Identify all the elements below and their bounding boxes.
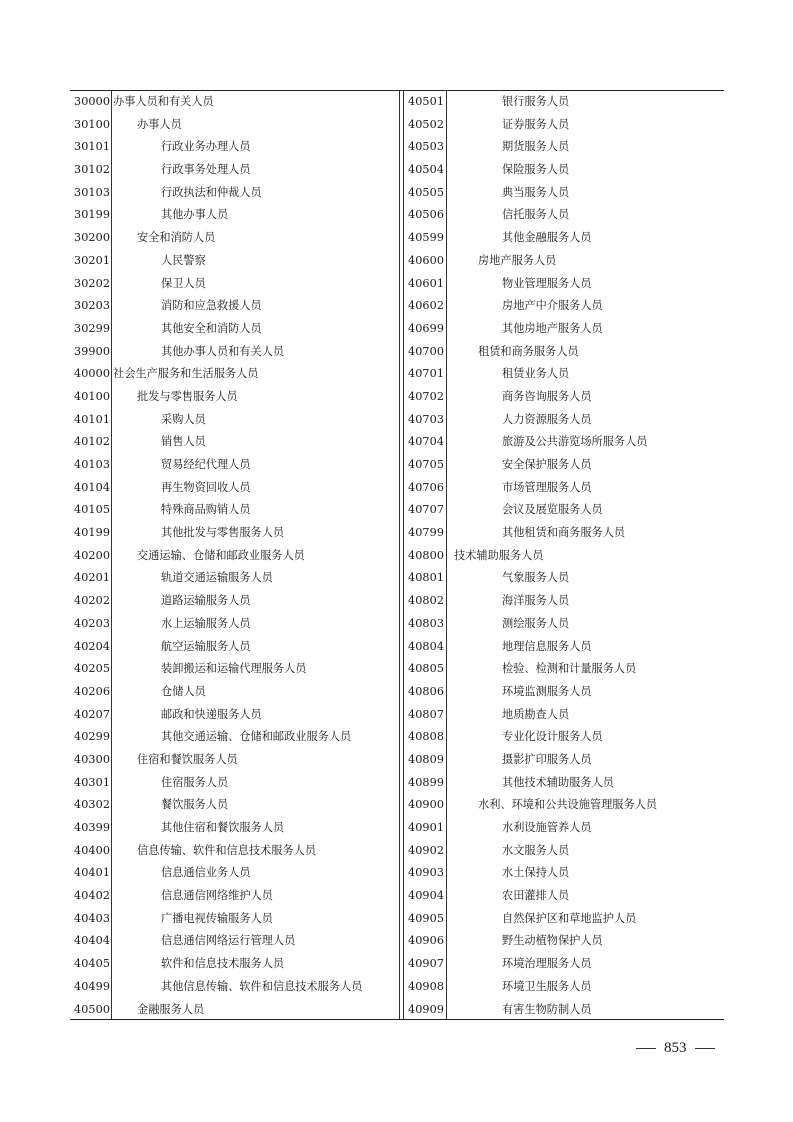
occupation-name: 其他金融服务人员	[502, 231, 592, 245]
table-row	[70, 182, 400, 205]
table-row	[404, 772, 724, 795]
occupation-name: 其他技术辅助服务人员	[502, 775, 614, 789]
occupation-name: 行政业务办理人员	[161, 140, 251, 154]
occupation-name: 其他信息传输、软件和信息技术服务人员	[161, 979, 363, 993]
occupation-code: 40103	[74, 458, 111, 471]
table-row	[404, 227, 724, 250]
occupation-name: 安全保护服务人员	[502, 458, 592, 471]
table-row	[70, 204, 400, 227]
occupation-code: 40299	[74, 730, 111, 744]
occupation-code: 40909	[408, 1002, 445, 1016]
table-row	[404, 681, 724, 704]
occupation-code: 40506	[408, 208, 445, 222]
table-row	[404, 658, 724, 681]
occupation-code: 40202	[74, 594, 111, 608]
occupation-name: 航空运输服务人员	[161, 639, 251, 653]
occupation-name: 银行服务人员	[502, 95, 570, 108]
occupation-code: 40404	[74, 934, 111, 948]
table-row	[70, 567, 400, 590]
occupation-code: 40705	[408, 458, 445, 471]
occupation-name: 有害生物防制人员	[502, 1002, 592, 1016]
occupation-name: 其他租赁和商务服务人员	[502, 526, 626, 540]
occupation-code: 40300	[74, 752, 111, 766]
table-row	[70, 363, 400, 386]
occupation-code: 40600	[408, 253, 445, 267]
occupation-name: 物业管理服务人员	[502, 276, 592, 290]
page-folio	[628, 1040, 723, 1057]
occupation-code: 40401	[74, 866, 111, 880]
occupation-code: 40902	[408, 843, 445, 857]
occupation-code: 40900	[408, 798, 445, 812]
table-row	[70, 159, 400, 182]
occupation-name: 住宿和餐饮服务人员	[137, 752, 238, 766]
right-column	[404, 91, 724, 1019]
occupation-code: 40104	[74, 480, 111, 494]
occupation-name: 气象服务人员	[502, 571, 570, 585]
table-row	[404, 204, 724, 227]
table-row	[404, 704, 724, 727]
table-row	[404, 341, 724, 364]
occupation-name: 轨道交通运输服务人员	[161, 571, 273, 585]
table-row	[70, 341, 400, 364]
occupation-code: 40901	[408, 821, 445, 834]
occupation-name: 保险服务人员	[502, 163, 570, 177]
occupation-name: 信托服务人员	[502, 208, 570, 222]
occupation-code: 40503	[408, 140, 445, 154]
table-row	[404, 976, 724, 999]
table-row	[404, 182, 724, 205]
occupation-code: 30200	[74, 231, 111, 245]
occupation-code: 40101	[74, 412, 111, 426]
occupation-name: 检验、检测和计量服务人员	[502, 662, 637, 676]
occupation-code: 30103	[74, 185, 111, 199]
table-row	[404, 749, 724, 772]
table-row	[404, 567, 724, 590]
occupation-name: 其他办事人员和有关人员	[161, 344, 285, 358]
occupation-name: 再生物资回收人员	[161, 480, 251, 494]
table-row	[70, 681, 400, 704]
table-row	[404, 908, 724, 931]
occupation-name: 典当服务人员	[502, 185, 570, 199]
table-row	[404, 454, 724, 477]
occupation-code: 40809	[408, 752, 445, 766]
occupation-name: 环境卫生服务人员	[502, 979, 592, 993]
occupation-code: 40102	[74, 435, 111, 449]
table-row	[70, 999, 400, 1022]
table-row	[70, 658, 400, 681]
table-row	[404, 431, 724, 454]
occupation-code: 40206	[74, 684, 111, 698]
occupation-code: 40904	[408, 889, 445, 903]
occupation-code: 40704	[408, 435, 445, 449]
table-row	[404, 522, 724, 545]
occupation-name: 销售人员	[161, 435, 206, 449]
occupation-code: 39900	[74, 344, 111, 358]
occupation-code: 40402	[74, 889, 111, 903]
occupation-name: 广播电视传输服务人员	[161, 911, 273, 925]
occupation-name: 办事人员和有关人员	[113, 95, 214, 108]
page-number: 853	[664, 1040, 687, 1056]
occupation-name: 房地产服务人员	[478, 253, 557, 267]
occupation-code: 40906	[408, 934, 445, 948]
folio-dash-left	[636, 1048, 656, 1049]
table-row	[404, 862, 724, 885]
occupation-code: 40807	[408, 707, 445, 721]
occupation-name: 行政执法和仲裁人员	[161, 185, 262, 199]
occupation-name: 其他住宿和餐饮服务人员	[161, 821, 285, 834]
table-row	[70, 590, 400, 613]
occupation-name: 信息通信业务人员	[161, 866, 251, 880]
occupation-code: 40907	[408, 957, 445, 971]
occupation-code: 40703	[408, 412, 445, 426]
occupation-code-table	[70, 90, 724, 1020]
occupation-name: 旅游及公共游览场所服务人员	[502, 435, 648, 449]
occupation-code: 40803	[408, 616, 445, 630]
table-row	[70, 454, 400, 477]
table-row	[70, 114, 400, 137]
occupation-name: 测绘服务人员	[502, 616, 570, 630]
occupation-name: 环境监测服务人员	[502, 684, 592, 698]
occupation-code: 30201	[74, 253, 111, 267]
occupation-name: 采购人员	[161, 412, 206, 426]
occupation-code: 40203	[74, 616, 111, 630]
occupation-code: 40700	[408, 344, 445, 358]
occupation-name: 水土保持人员	[502, 866, 570, 880]
occupation-code: 30202	[74, 276, 111, 290]
table-row	[70, 772, 400, 795]
occupation-code: 40707	[408, 503, 445, 517]
occupation-name: 住宿服务人员	[161, 775, 229, 789]
occupation-code: 30101	[74, 140, 111, 154]
occupation-name: 水利设施管养人员	[502, 821, 592, 834]
table-row	[70, 817, 400, 840]
occupation-name: 租赁和商务服务人员	[478, 344, 579, 358]
occupation-name: 人民警察	[161, 253, 206, 267]
occupation-name: 仓储人员	[161, 684, 206, 698]
table-row	[70, 953, 400, 976]
table-row	[404, 273, 724, 296]
occupation-code: 40105	[74, 503, 111, 517]
occupation-name: 水上运输服务人员	[161, 616, 251, 630]
occupation-name: 技术辅助服务人员	[454, 548, 544, 562]
occupation-name: 租赁业务人员	[502, 367, 570, 381]
table-row	[70, 409, 400, 432]
occupation-name: 水文服务人员	[502, 843, 570, 857]
occupation-code: 40599	[408, 231, 445, 245]
occupation-name: 其他安全和消防人员	[161, 321, 262, 335]
occupation-code: 40899	[408, 775, 445, 789]
table-row	[70, 840, 400, 863]
occupation-code: 40699	[408, 321, 445, 335]
table-row	[70, 227, 400, 250]
occupation-code: 40903	[408, 866, 445, 880]
table-row	[404, 386, 724, 409]
table-row	[404, 726, 724, 749]
occupation-code: 40302	[74, 798, 111, 812]
occupation-name: 邮政和快递服务人员	[161, 707, 262, 721]
occupation-code: 40808	[408, 730, 445, 744]
table-row	[70, 499, 400, 522]
right-code-divider	[446, 91, 447, 1019]
occupation-code: 40801	[408, 571, 445, 585]
table-row	[70, 862, 400, 885]
left-column	[70, 91, 400, 1019]
occupation-name: 信息通信网络维护人员	[161, 889, 273, 903]
occupation-name: 农田灌排人员	[502, 889, 570, 903]
table-row	[404, 840, 724, 863]
occupation-code: 40505	[408, 185, 445, 199]
table-row	[404, 885, 724, 908]
table-row	[404, 499, 724, 522]
occupation-code: 40200	[74, 548, 111, 562]
occupation-code: 40908	[408, 979, 445, 993]
occupation-code: 40802	[408, 594, 445, 608]
occupation-code: 40199	[74, 526, 111, 540]
occupation-name: 行政事务处理人员	[161, 163, 251, 177]
occupation-code: 30199	[74, 208, 111, 222]
occupation-code: 40399	[74, 821, 111, 834]
table-row	[404, 930, 724, 953]
occupation-code: 30102	[74, 163, 111, 177]
table-row	[70, 976, 400, 999]
occupation-code: 40207	[74, 707, 111, 721]
table-row	[404, 318, 724, 341]
occupation-code: 30000	[74, 95, 111, 108]
occupation-code: 40702	[408, 389, 445, 403]
occupation-name: 社会生产服务和生活服务人员	[113, 367, 259, 381]
occupation-code: 40502	[408, 117, 445, 131]
table-row	[70, 749, 400, 772]
table-row	[404, 91, 724, 114]
table-row	[404, 817, 724, 840]
occupation-name: 软件和信息技术服务人员	[161, 957, 285, 971]
table-row	[404, 250, 724, 273]
table-row	[70, 431, 400, 454]
occupation-code: 40201	[74, 571, 111, 585]
occupation-code: 30299	[74, 321, 111, 335]
occupation-code: 40403	[74, 911, 111, 925]
occupation-name: 其他批发与零售服务人员	[161, 526, 285, 540]
table-row	[404, 545, 724, 568]
occupation-name: 地质勘查人员	[502, 707, 570, 721]
table-row	[70, 726, 400, 749]
table-row	[404, 159, 724, 182]
occupation-code: 40804	[408, 639, 445, 653]
occupation-code: 40405	[74, 957, 111, 971]
occupation-name: 商务咨询服务人员	[502, 389, 592, 403]
occupation-name: 餐饮服务人员	[161, 798, 229, 812]
table-row	[70, 636, 400, 659]
occupation-name: 金融服务人员	[137, 1002, 205, 1016]
occupation-name: 信息传输、软件和信息技术服务人员	[137, 843, 317, 857]
table-row	[70, 477, 400, 500]
occupation-name: 水利、环境和公共设施管理服务人员	[478, 798, 658, 812]
occupation-name: 人力资源服务人员	[502, 412, 592, 426]
occupation-code: 40805	[408, 662, 445, 676]
table-row	[404, 114, 724, 137]
occupation-code: 40100	[74, 389, 111, 403]
occupation-name: 贸易经纪代理人员	[161, 458, 251, 471]
table-row	[404, 636, 724, 659]
occupation-name: 海洋服务人员	[502, 594, 570, 608]
occupation-name: 会议及展览服务人员	[502, 503, 603, 517]
occupation-code: 40905	[408, 911, 445, 925]
occupation-name: 其他交通运输、仓储和邮政业服务人员	[161, 730, 352, 744]
occupation-code: 40205	[74, 662, 111, 676]
occupation-code: 40602	[408, 299, 445, 313]
table-row	[70, 386, 400, 409]
occupation-name: 市场管理服务人员	[502, 480, 592, 494]
occupation-code: 40806	[408, 684, 445, 698]
occupation-code: 40500	[74, 1002, 111, 1016]
occupation-code: 40701	[408, 367, 445, 381]
table-row	[70, 908, 400, 931]
occupation-name: 批发与零售服务人员	[137, 389, 238, 403]
occupation-name: 保卫人员	[161, 276, 206, 290]
occupation-code: 40504	[408, 163, 445, 177]
folio-dash-right	[695, 1048, 715, 1049]
occupation-name: 摄影扩印服务人员	[502, 752, 592, 766]
table-row	[70, 794, 400, 817]
occupation-name: 办事人员	[137, 117, 182, 131]
left-code-divider	[111, 91, 112, 1019]
occupation-code: 30100	[74, 117, 111, 131]
occupation-code: 40800	[408, 548, 445, 562]
occupation-name: 野生动植物保护人员	[502, 934, 603, 948]
occupation-name: 装卸搬运和运输代理服务人员	[161, 662, 307, 676]
occupation-name: 期货服务人员	[502, 140, 570, 154]
occupation-name: 安全和消防人员	[137, 231, 216, 245]
table-row	[70, 613, 400, 636]
table-row	[70, 885, 400, 908]
table-row	[404, 409, 724, 432]
table-row	[70, 250, 400, 273]
occupation-name: 专业化设计服务人员	[502, 730, 603, 744]
table-row	[70, 930, 400, 953]
table-row	[404, 999, 724, 1022]
table-row	[70, 295, 400, 318]
table-row	[404, 953, 724, 976]
table-row	[70, 136, 400, 159]
occupation-name: 消防和应急救援人员	[161, 299, 262, 313]
table-row	[70, 318, 400, 341]
occupation-name: 自然保护区和草地监护人员	[502, 911, 637, 925]
occupation-name: 信息通信网络运行管理人员	[161, 934, 296, 948]
table-row	[70, 273, 400, 296]
occupation-code: 40000	[74, 367, 111, 381]
occupation-name: 证券服务人员	[502, 117, 570, 131]
table-row	[404, 295, 724, 318]
occupation-name: 房地产中介服务人员	[502, 299, 603, 313]
table-row	[404, 477, 724, 500]
occupation-name: 交通运输、仓储和邮政业服务人员	[137, 548, 305, 562]
occupation-code: 40204	[74, 639, 111, 653]
table-row	[404, 363, 724, 386]
table-row	[70, 91, 400, 114]
center-divider-a	[399, 91, 400, 1019]
occupation-code: 40301	[74, 775, 111, 789]
occupation-code: 40799	[408, 526, 445, 540]
table-row	[70, 522, 400, 545]
occupation-name: 地理信息服务人员	[502, 639, 592, 653]
occupation-code: 40501	[408, 95, 445, 108]
table-row	[70, 704, 400, 727]
occupation-code: 30203	[74, 299, 111, 313]
occupation-code: 40706	[408, 480, 445, 494]
occupation-name: 其他办事人员	[161, 208, 229, 222]
occupation-code: 40400	[74, 843, 111, 857]
occupation-code: 40601	[408, 276, 445, 290]
table-row	[70, 545, 400, 568]
occupation-name: 道路运输服务人员	[161, 594, 251, 608]
occupation-code: 40499	[74, 979, 111, 993]
occupation-name: 环境治理服务人员	[502, 957, 592, 971]
table-row	[404, 590, 724, 613]
table-row	[404, 613, 724, 636]
occupation-name: 其他房地产服务人员	[502, 321, 603, 335]
occupation-name: 特殊商品购销人员	[161, 503, 251, 517]
table-row	[404, 794, 724, 817]
table-row	[404, 136, 724, 159]
